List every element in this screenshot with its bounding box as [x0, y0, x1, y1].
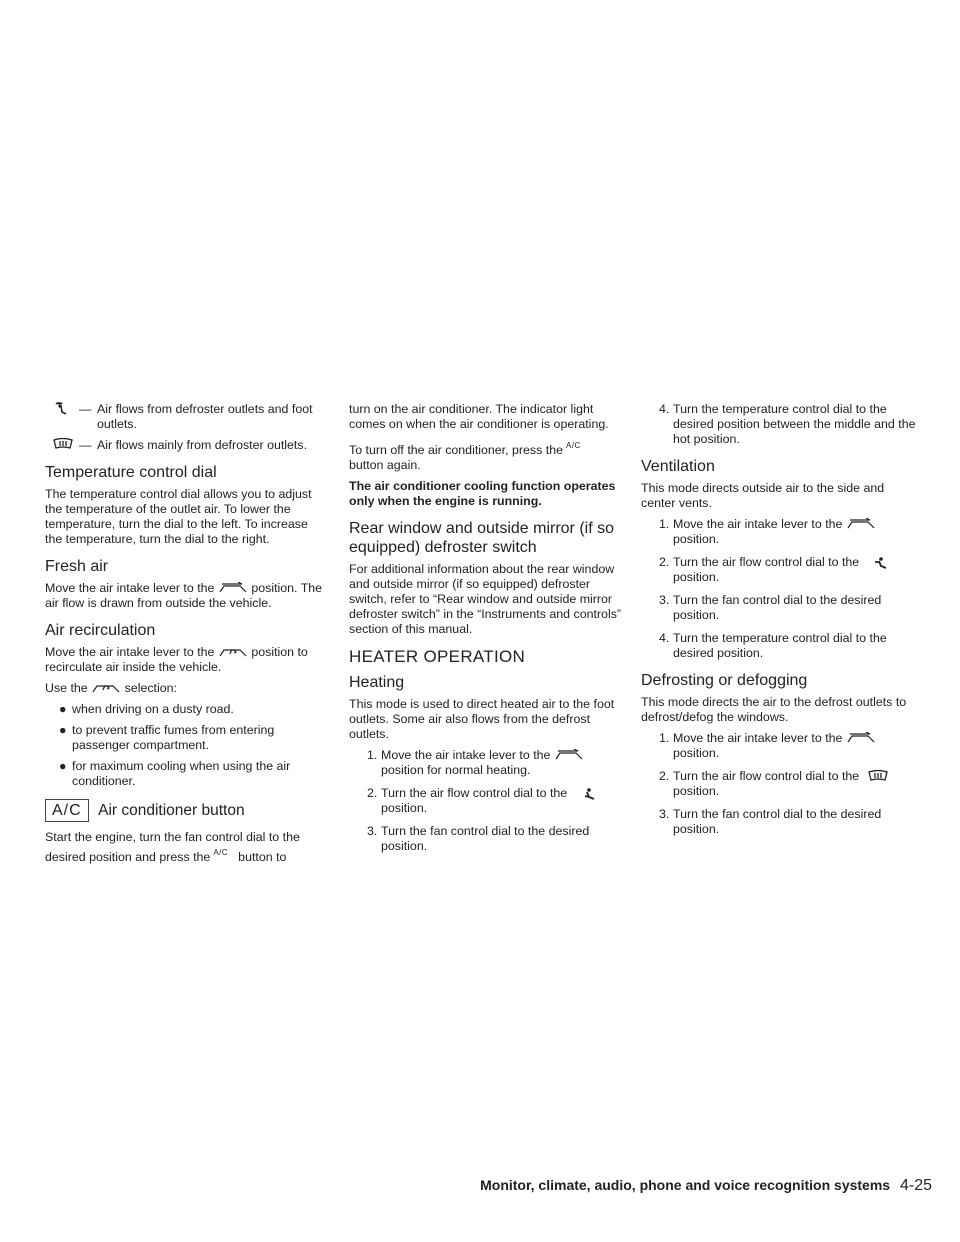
- list-item: 2. Turn the air flow control dial to the position.: [641, 555, 921, 585]
- heater-operation-heading: HEATER OPERATION: [349, 647, 526, 666]
- ac-section-header: [45, 799, 325, 822]
- list-item: 3. Turn the fan control dial to the desired position.: [659, 807, 882, 836]
- list-item: 1. Move the air intake lever to the position.: [641, 731, 921, 761]
- temperature-text: The temperature control dial allows you to adjust the temperature of the outlet air. To lower the temperature, turn the dial to the left. To increase the temperature, turn the dial to the right.: [45, 487, 312, 546]
- list-item: 1. Move the air intake lever to the position.: [641, 517, 921, 547]
- list-item: 2. Turn the air flow control dial to the position.: [641, 769, 921, 799]
- air-mode-item: [45, 438, 325, 453]
- recirculation-text: Move the air intake lever to the position to recirculate air inside the vehicle.: [45, 645, 308, 674]
- temperature-heading: Temperature control dial: [45, 464, 217, 481]
- page-footer: [452, 1177, 932, 1195]
- rear-defroster-text: For additional information about the rear window and outside mirror (if so equipped) defroster switch, refer to “Rear window and outside mirror defroster switch” in the “Instruments and controls” section of this manual.: [349, 562, 622, 636]
- page-number: 4-25: [899, 1177, 932, 1194]
- rear-defroster-heading: Rear window and outside mirror (if so equipped) defroster switch: [349, 520, 614, 556]
- fresh-air-icon: [846, 732, 876, 744]
- heating-text: This mode is used to direct heated air to the foot outlets. Some air also flows from the defrost outlets.: [349, 697, 615, 741]
- ac-symbol: A/C: [565, 441, 581, 450]
- ac-button-symbol: A/C: [45, 799, 89, 822]
- air-mode-text: Air flows from defroster outlets and foot outlets.: [97, 402, 313, 431]
- list-item: 4. Turn the temperature control dial to the desired position between the middle and the hot position.: [659, 402, 916, 446]
- ventilation-text: This mode directs outside air to the side and center vents.: [641, 481, 885, 510]
- bullet: ●: [59, 723, 67, 737]
- fresh-air-heading: Fresh air: [45, 558, 109, 575]
- air-mode-item: [45, 402, 325, 432]
- defrost-foot-icon: [53, 402, 69, 420]
- fresh-air-icon: [846, 518, 876, 530]
- list-item: 3. Turn the fan control dial to the desired position.: [659, 593, 882, 622]
- dash: —: [79, 402, 92, 416]
- ac-off-text: To turn off the air conditioner, press the $^{A/C}$ button again.: [349, 441, 581, 472]
- bullet: ●: [59, 702, 67, 716]
- recirculation-heading: Air recirculation: [45, 622, 156, 639]
- list-item: 2. Turn the air flow control dial to the position.: [349, 786, 629, 816]
- ac-symbol: A/C: [213, 848, 229, 857]
- fresh-air-icon: [554, 749, 584, 761]
- defrost-icon: [53, 438, 73, 454]
- list-item: ● to prevent traffic fumes from entering passenger compartment.: [59, 723, 275, 752]
- foot-icon: [571, 787, 601, 799]
- ac-warning-text: The air conditioner cooling function operates only when the engine is running.: [349, 479, 616, 508]
- air-mode-text: Air flows mainly from defroster outlets.: [97, 438, 308, 452]
- column-1: [45, 402, 325, 871]
- recirculation-icon: [91, 682, 121, 694]
- fresh-air-text: Move the air intake lever to the position. The air flow is drawn from outside the vehicle.: [45, 581, 323, 610]
- list-item: 4. Turn the temperature control dial to the desired position.: [659, 631, 887, 660]
- list-item: ● when driving on a dusty road.: [59, 702, 234, 716]
- ventilation-heading: Ventilation: [641, 458, 715, 475]
- section-title: Monitor, climate, audio, phone and voice recognition systems: [480, 1177, 891, 1193]
- list-item: ● for maximum cooling when using the air conditioner.: [59, 759, 291, 788]
- dash: —: [79, 438, 92, 452]
- bullet: ●: [59, 759, 67, 773]
- use-selection-text: Use the selection:: [45, 681, 177, 695]
- list-item: 3. Turn the fan control dial to the desired position.: [367, 824, 590, 853]
- ac-heading: Air conditioner button: [98, 802, 245, 819]
- fresh-air-icon: [218, 582, 248, 594]
- ac-on-text: turn on the air conditioner. The indicator light comes on when the air conditioner is operating.: [349, 402, 609, 431]
- ac-text: Start the engine, turn the fan control dial to the desired position and press the $^{A/C}$ button to: [45, 830, 300, 864]
- face-vent-icon: [863, 556, 893, 568]
- heating-heading: Heating: [349, 674, 405, 691]
- column-3: [641, 402, 921, 845]
- recirculation-icon: [218, 646, 248, 658]
- defrost-icon: [863, 770, 893, 782]
- list-item: 1. Move the air intake lever to the position for normal heating.: [349, 748, 629, 778]
- defrosting-heading: Defrosting or defogging: [641, 672, 808, 689]
- defrosting-text: This mode directs the air to the defrost outlets to defrost/defog the windows.: [641, 695, 907, 724]
- column-2: [349, 402, 629, 862]
